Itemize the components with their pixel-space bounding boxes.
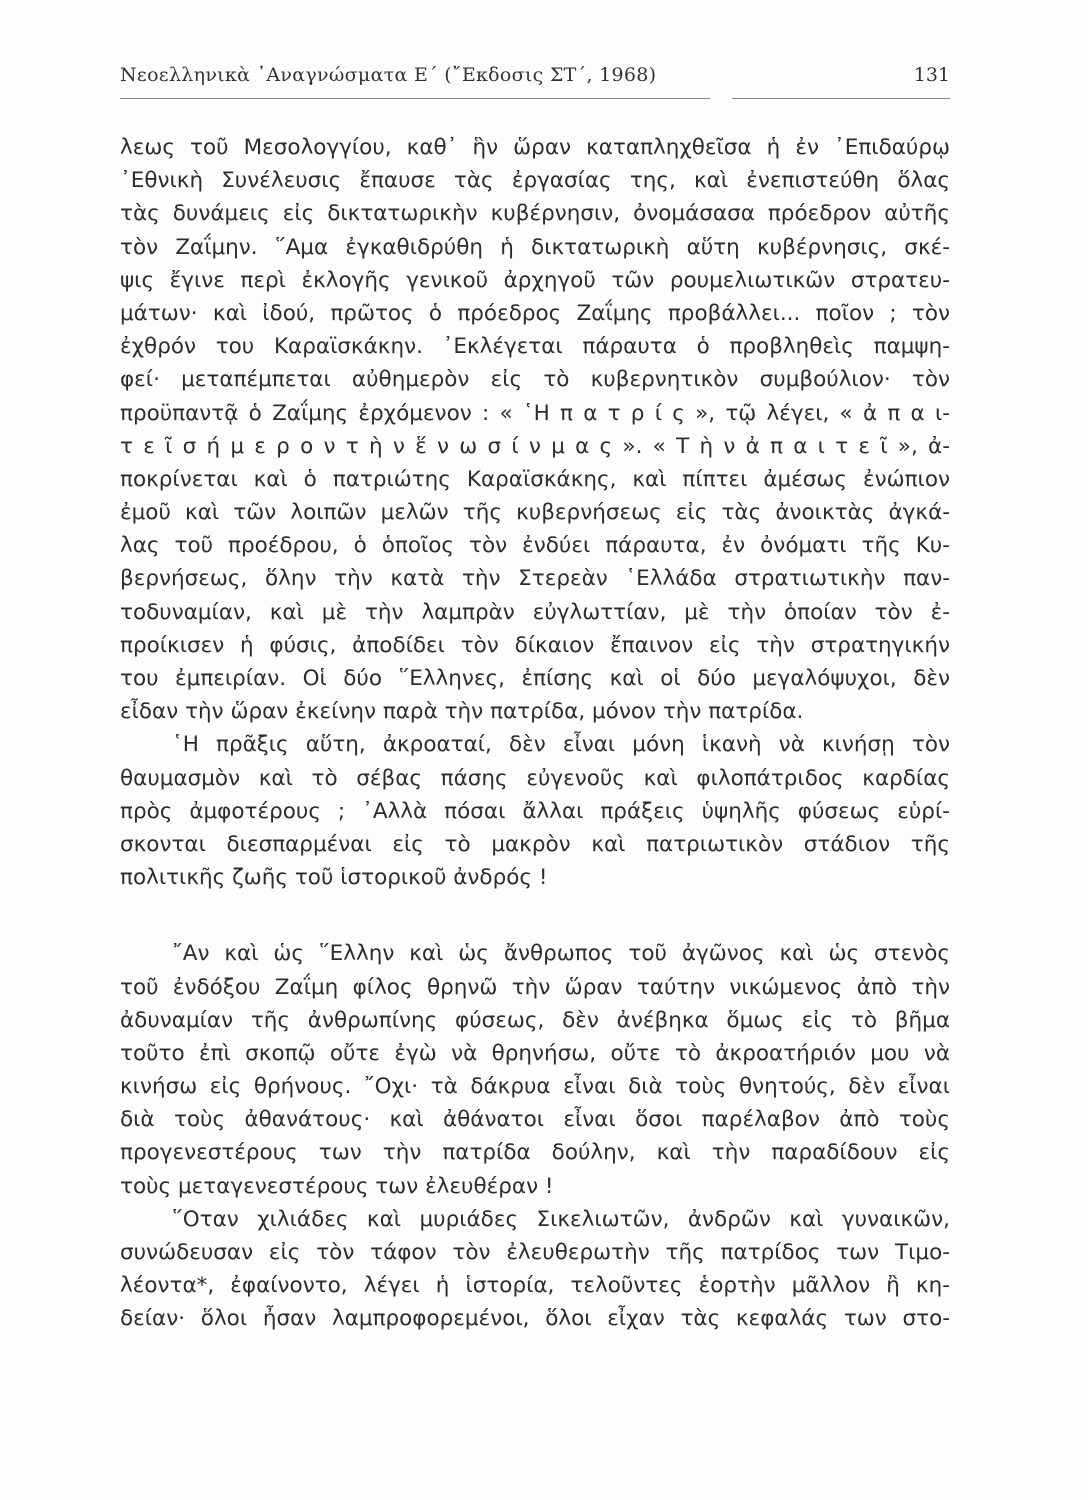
text-line: διὰ τοὺς ἀθανάτους· καὶ ἀθάνατοι εἶναι ὅσοι παρέλαβον ἀπὸ τοὺς [120,1107,950,1133]
text-line: μάτων· καὶ ἰδού, πρῶτος ὁ πρόεδρος Ζαΐμης προβάλλει... ποῖον ; τὸν [120,300,950,326]
text-line: συνώδευσαν εἰς τὸν τάφον τὸν ἐλευθερωτὴν τῆς πατρίδος των Τιμο- [120,1240,950,1265]
text-line: ἐμοῦ καὶ τῶν λοιπῶν μελῶν τῆς κυβερνήσεως εἰς τὰς ἀνοικτὰς ἀγκά- [120,500,950,526]
text-line: πολιτικῆς ζωῆς τοῦ ἱστορικοῦ ἀνδρός ! [120,865,548,891]
header-rule [120,98,710,99]
paragraph [120,728,950,894]
text-line: προίκισεν ἡ φύσις, ἀποδίδει τὸν δίκαιον ἔπαινον εἰς τὴν στρατηγικήν [120,632,950,658]
text-line: προϋπαντᾷ ὁ Ζαΐμης ἐρχόμενον : « ῾Η π α τ ρ ί ς », τῷ λέγει, « ἀ π α ι- [120,400,950,426]
text-line: εἶδαν τὴν ὥραν ἐκείνην παρὰ τὴν πατρίδα, μόνον τὴν πατρίδα. [120,699,804,725]
text-line: του ἐμπειρίαν. Οἱ δύο ῞Ελληνες, ἐπίσης καὶ οἱ δύο μεγαλόψυχοι, δὲν [120,666,950,691]
text-line: τὰς δυνάμεις εἰς δικτατωρικὴν κυβέρνησιν, ὀνομάσασα πρόεδρον αὐτῆς [120,201,950,227]
page-number: 131 [913,64,950,86]
text-line: ψις ἔγινε περὶ ἐκλογῆς γενικοῦ ἀρχηγοῦ τῶν ρουμελιωτικῶν στρατευ- [120,267,950,293]
text-line: ἀδυναμίαν τῆς ἀνθρωπίνης φύσεως, δὲν ἀνέβηκα ὅμως εἰς τὸ βῆμα [120,1007,950,1033]
text-line: ῞Οταν χιλιάδες καὶ μυριάδες Σικελιωτῶν, ἀνδρῶν καὶ γυναικῶν, [172,1206,950,1232]
paragraph [120,1203,950,1336]
text-line: ῎Αν καὶ ὡς ῞Ελλην καὶ ὡς ἄνθρωπος τοῦ ἀγῶνος καὶ ὡς στενὸς [172,941,950,967]
text-line: κινήσω εἰς θρήνους. ῎Οχι· τὰ δάκρυα εἶναι διὰ τοὺς θνητούς, δὲν εἶναι [120,1074,950,1100]
running-header-title: Νεοελληνικὰ ᾿Αναγνώσματα Ε΄ (῎Εκδοσις ΣΤ΄, 1968) [120,64,657,86]
text-line: ἐχθρόν του Καραϊσκάκην. ᾿Εκλέγεται πάραυτα ὁ προβληθεὶς παμψη- [120,334,950,360]
text-line: τοῦτο ἐπὶ σκοπῷ οὔτε ἐγὼ νὰ θρηνήσω, οὔτε τὸ ἀκροατήριόν μου νὰ [120,1040,950,1066]
text-line: βερνήσεως, ὅλην τὴν κατὰ τὴν Στερεὰν ῾Ελλάδα στρατιωτικὴν παν- [120,566,950,592]
text-line: φεί· μεταπέμπεται αὐθημερὸν εἰς τὸ κυβερνητικὸν συμβούλιον· τὸν [120,367,950,393]
text-line: τοὺς μεταγενεστέρους των ἐλευθέραν ! [120,1173,554,1199]
text-line: ῾Η πρᾶξις αὕτη, ἀκροαταί, δὲν εἶναι μόνη ἱκανὴ νὰ κινήσῃ τὸν [172,732,950,758]
text-line: προγενεστέρους των τὴν πατρίδα δούλην, καὶ τὴν παραδίδουν εἰς [120,1140,950,1166]
text-line: λέοντα*, ἐφαίνοντο, λέγει ἡ ἱστορία, τελοῦντες ἑορτὴν μᾶλλον ἢ κη- [120,1273,950,1299]
text-line: τοῦ ἐνδόξου Ζαΐμη φίλος θρηνῶ τὴν ὥραν ταύτην νικώμενος ἀπὸ τὴν [120,974,950,1000]
running-header [120,64,950,104]
text-line: ᾿Εθνικὴ Συνέλευσις ἔπαυσε τὰς ἐργασίας της, καὶ ἐνεπιστεύθη ὅλας [120,168,950,194]
text-line: ποκρίνεται καὶ ὁ πατριώτης Καραϊσκάκης, καὶ πίπτει ἀμέσως ἐνώπιον [120,466,950,492]
paragraph [120,131,950,728]
text-line: θαυμασμὸν καὶ τὸ σέβας πάσης εὐγενοῦς καὶ φιλοπάτριδος καρδίας [120,765,950,791]
text-line: τοδυναμίαν, καὶ μὲ τὴν λαμπρὰν εὐγλωττίαν, μὲ τὴν ὁποίαν τὸν ἐ- [120,599,950,625]
paragraph [120,937,950,1203]
text-line: λεως τοῦ Μεσολογγίου, καθ᾿ ἣν ὥραν καταπληχθεῖσα ἡ ἐν ᾿Επιδαύρῳ [120,135,950,160]
body-text [120,131,950,1336]
text-line: δείαν· ὅλοι ἦσαν λαμπροφορεμένοι, ὅλοι εἶχαν τὰς κεφαλάς των στο- [120,1306,950,1332]
section-gap [120,894,950,937]
text-line: τ ε ῖ σ ή μ ε ρ ο ν τ ὴ ν ἕ ν ω σ ί ν μ α ς ». « Τ ὴ ν ἀ π α ι τ ε ῖ », ἀ- [120,433,950,459]
text-line: πρὸς ἀμφοτέρους ; ᾿Αλλὰ πόσαι ἄλλαι πράξεις ὑψηλῆς φύσεως εὑρί- [120,798,950,824]
header-rule [732,98,950,99]
text-line: σκονται διεσπαρμέναι εἰς τὸ μακρὸν καὶ πατριωτικὸν στάδιον τῆς [120,831,950,857]
text-line: λας τοῦ προέδρου, ὁ ὁποῖος τὸν ἐνδύει πάραυτα, ἐν ὀνόματι τῆς Κυ- [120,533,950,559]
text-line: τὸν Ζαΐμην. ῞Αμα ἐγκαθιδρύθη ἡ δικτατωρικὴ αὕτη κυβέρνησις, σκέ- [120,234,950,260]
